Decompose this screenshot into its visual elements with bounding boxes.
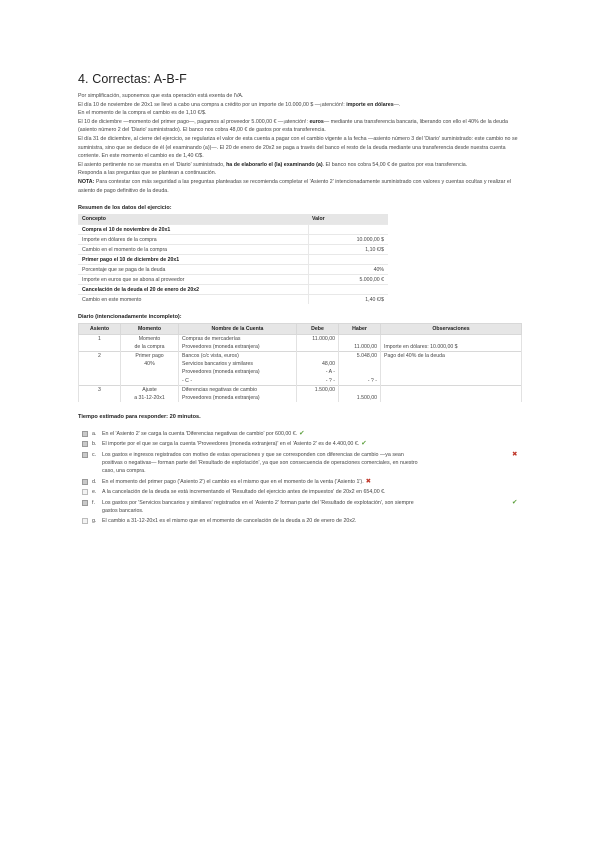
option-checkbox[interactable] [82, 431, 88, 437]
correct-check-icon: ✔ [512, 498, 518, 506]
answer-options [78, 430, 522, 526]
summary-table [78, 214, 388, 304]
diary-header-observaciones: Observaciones [381, 324, 522, 335]
option-letter: d. [92, 478, 97, 485]
diary-debe: 1.500,00 [297, 385, 339, 394]
option-letter: b. [92, 441, 97, 448]
summary-row [78, 255, 388, 265]
option-letter: g. [92, 518, 97, 525]
diary-momento: a 31-12-20x1 [121, 394, 179, 402]
diary-cuenta: Servicios bancarios y similares [179, 360, 297, 368]
option-letter: f. [92, 499, 95, 506]
diary-debe: 48,00 [297, 360, 339, 368]
summary-row [78, 265, 388, 275]
diary-cuenta: Proveedores (moneda extranjera) [179, 343, 297, 352]
option-text [102, 430, 422, 438]
diary-asiento-number [79, 377, 121, 386]
diary-cuenta: Proveedores (moneda extranjera) [179, 368, 297, 376]
diary-momento: 40% [121, 360, 179, 368]
option-checkbox[interactable] [82, 518, 88, 524]
summary-concept: Importe en euros que se abona al proveedor [78, 275, 308, 285]
option-text [102, 517, 422, 525]
diary-momento [121, 377, 179, 386]
option-checkbox[interactable] [82, 500, 88, 506]
summary-concept: Cambio en este momento [78, 295, 308, 305]
diary-haber [339, 335, 381, 344]
option-label: A la cancelación de la deuda se está incrementando el 'Resultado del ejercicio antes de impuestos' de 20x2 en 654,00 €. [102, 489, 386, 496]
diary-debe [297, 343, 339, 352]
summary-row [78, 295, 388, 305]
option-letter: e. [92, 489, 97, 496]
time-estimate: Tiempo estimado para responder: 20 minutos. [78, 413, 201, 420]
diary-row [79, 385, 522, 394]
diary-asiento-number: 2 [79, 352, 121, 361]
statement-p6: El asiento pertinente no se muestra en el 'Diario' suministrado, ha de elaborarlo el (la) examinando (a). El banco nos cobra 54,00 € de gastos por esa transferencia. [78, 161, 468, 168]
option-label: El cambio a 31-12-20x1 es el mismo que en el momento de cancelación de la deuda a 20 de enero de 20x2. [102, 518, 357, 525]
diary-header-asiento: Asiento [79, 324, 121, 335]
diary-asiento-number: 1 [79, 335, 121, 344]
answer-option[interactable] [78, 499, 522, 516]
option-letter: a. [92, 430, 97, 437]
statement-p3: En el momento de la compra el cambio es de 1,10 €/$. [78, 110, 207, 117]
diary-row [79, 377, 522, 386]
diary-asiento-number: 3 [79, 385, 121, 394]
option-text [102, 440, 422, 448]
diary-debe: 11.000,00 [297, 335, 339, 344]
diary-observaciones: Importe en dólares: 10.000,00 $ [381, 343, 522, 352]
incorrect-cross-icon: ✖ [512, 450, 518, 458]
summary-value: 5.000,00 € [308, 275, 388, 285]
diary-debe [297, 394, 339, 402]
summary-header-value: Valor [308, 214, 388, 225]
diary-asiento-number [79, 394, 121, 402]
option-checkbox[interactable] [82, 452, 88, 458]
option-letter: c. [92, 451, 97, 458]
diary-observaciones [381, 335, 522, 344]
diary-cuenta: Proveedores (moneda extranjera) [179, 394, 297, 402]
diary-observaciones: Pago del 40% de la deuda [381, 352, 522, 361]
question-heading: 4. Correctas: A-B-F [78, 72, 187, 86]
summary-title: Resumen de los datos del ejercicio: [78, 205, 172, 212]
summary-row [78, 285, 388, 295]
diary-haber: 1.500,00 [339, 394, 381, 402]
diary-row [79, 360, 522, 368]
summary-row [78, 225, 388, 235]
diary-observaciones [381, 360, 522, 368]
diary-momento: de la compra [121, 343, 179, 352]
statement-note: NOTA: Para contestar con más seguridad a las preguntas planteadas se recomienda completar el 'Asiento 2' intencionadamente suministrado con valores y cuentas ocultas y realizar el asiento de pago definitivo de la deuda. [78, 178, 511, 194]
summary-row [78, 245, 388, 255]
diary-header-haber: Haber [339, 324, 381, 335]
summary-concept: Cancelación de la deuda el 20 de enero de 20x2 [78, 285, 308, 295]
summary-concept: Compra el 10 de noviembre de 20x1 [78, 225, 308, 235]
option-label: Los gastos por 'Servicios bancarios y similares' registrados en el 'Asiento 2' forman parte del 'Resultado de explotación', son siempre gastos bancarios. [102, 499, 414, 514]
statement-p2: El día 10 de noviembre de 20x1 se llevó a cabo una compra a crédito por un importe de 10.000,00 $ —¡atención!: importe en dólares—. [78, 101, 401, 108]
diary-debe [297, 352, 339, 361]
answer-option[interactable] [78, 440, 522, 448]
diary-debe: - A - [297, 368, 339, 376]
diary-header-momento: Momento [121, 324, 179, 335]
diary-observaciones [381, 385, 522, 394]
summary-concept: Cambio en el momento de la compra [78, 245, 308, 255]
diary-cuenta: Diferencias negativas de cambio [179, 385, 297, 394]
option-label: En el 'Asiento 2' se carga la cuenta 'Diferencias negativas de cambio' por 600,00 €. [102, 430, 298, 437]
statement-p7: Responda a las preguntas que se plantean a continuación. [78, 170, 217, 177]
diary-table [78, 323, 522, 402]
statement-p4: El 10 de diciembre —momento del primer pago—, pagamos al proveedor 5.000,00 € —¡atención!: euros— mediante una transferencia bancaria, liberando con ello el 40% de la deuda (asiento número 2 del 'Diario' suministrado). El banco nos cobra 48,00 € de gastos por esta transferencia. [78, 118, 508, 134]
diary-haber [339, 368, 381, 376]
diary-momento: Momento [121, 335, 179, 344]
diary-header-cuenta: Nombre de la Cuenta [179, 324, 297, 335]
option-text [102, 451, 422, 476]
diary-asiento-number [79, 343, 121, 352]
diary-haber: - ? - [339, 377, 381, 386]
diary-row [79, 343, 522, 352]
diary-observaciones [381, 394, 522, 402]
option-checkbox[interactable] [82, 441, 88, 447]
statement-p1: Por simplificación, suponemos que esta operación está exenta de IVA. [78, 93, 244, 99]
diary-header-debe: Debe [297, 324, 339, 335]
diary-haber [339, 385, 381, 394]
answer-option[interactable] [78, 430, 522, 438]
option-text [102, 499, 422, 516]
summary-value [308, 255, 388, 265]
summary-row [78, 275, 388, 285]
answer-option[interactable] [78, 517, 522, 525]
summary-value: 10.000,00 $ [308, 235, 388, 245]
option-text [102, 488, 422, 496]
summary-row [78, 235, 388, 245]
diary-row [79, 352, 522, 361]
diary-haber: 11.000,00 [339, 343, 381, 352]
diary-momento: Primer pago [121, 352, 179, 361]
diary-haber [339, 360, 381, 368]
option-label: En el momento del primer pago ('Asiento 2') el cambio es el mismo que en el momento de la venta ('Asiento 1'). [102, 478, 364, 485]
statement-p5: El día 31 de diciembre, al cierre del ejercicio, se regulariza el valor de esta cuenta a pagar con el cambio vigente a la fecha —asiento número 3 del 'Diario' suministrado: este cambio no se suministra, sino que se deduce de él (el examinando (a))—. El 20 de enero de 20x2 se paga a través del banco el resto de la deuda mediante una transferencia desde nuestra cuenta corriente. En este momento el cambio es de 1,40 €/$. [78, 135, 518, 160]
diary-observaciones [381, 377, 522, 386]
diary-momento: Ajuste [121, 385, 179, 394]
diary-debe: - ? - [297, 377, 339, 386]
diary-haber: 5.048,00 [339, 352, 381, 361]
incorrect-cross-icon: ✖ [365, 477, 372, 485]
answer-option[interactable] [78, 478, 522, 486]
summary-concept: Primer pago el 10 de diciembre de 20x1 [78, 255, 308, 265]
answer-option[interactable] [78, 488, 522, 496]
option-label: Los gastos e ingresos registrados con motivo de estas operaciones y que se corresponden con diferencias de cambio —ya sean positivas o negativas— forman parte del 'Resultado de explotación', ya que son consecuencia de operaciones comerciales, en nuestro caso, una compra. [102, 451, 418, 475]
answer-option[interactable] [78, 451, 522, 476]
diary-asiento-number [79, 360, 121, 368]
option-text [102, 478, 422, 486]
diary-title: Diario (intencionadamente incompleto): [78, 314, 182, 321]
summary-value: 1,10 €/$ [308, 245, 388, 255]
summary-concept: Porcentaje que se paga de la deuda [78, 265, 308, 275]
diary-asiento-number [79, 368, 121, 376]
diary-cuenta: Compras de mercaderías [179, 335, 297, 344]
diary-row [79, 368, 522, 376]
diary-row [79, 335, 522, 344]
option-checkbox[interactable] [82, 479, 88, 485]
summary-value [308, 285, 388, 295]
diary-momento [121, 368, 179, 376]
question-statement [78, 92, 522, 195]
diary-cuenta: Bancos (c/c vista, euros) [179, 352, 297, 361]
option-label: El importe por el que se carga la cuenta 'Proveedores (moneda extranjera)' en el 'Asiento 2' es de 4.400,00 €. [102, 441, 360, 448]
correct-check-icon: ✔ [299, 429, 305, 437]
option-checkbox[interactable] [82, 489, 88, 495]
diary-row [79, 394, 522, 402]
summary-header-concept: Concepto [78, 214, 308, 225]
summary-concept: Importe en dólares de la compra [78, 235, 308, 245]
diary-observaciones [381, 368, 522, 376]
summary-value: 1,40 €/$ [308, 295, 388, 305]
summary-value [308, 225, 388, 235]
summary-value: 40% [308, 265, 388, 275]
correct-check-icon: ✔ [361, 440, 367, 448]
diary-cuenta: - C - [179, 377, 297, 386]
